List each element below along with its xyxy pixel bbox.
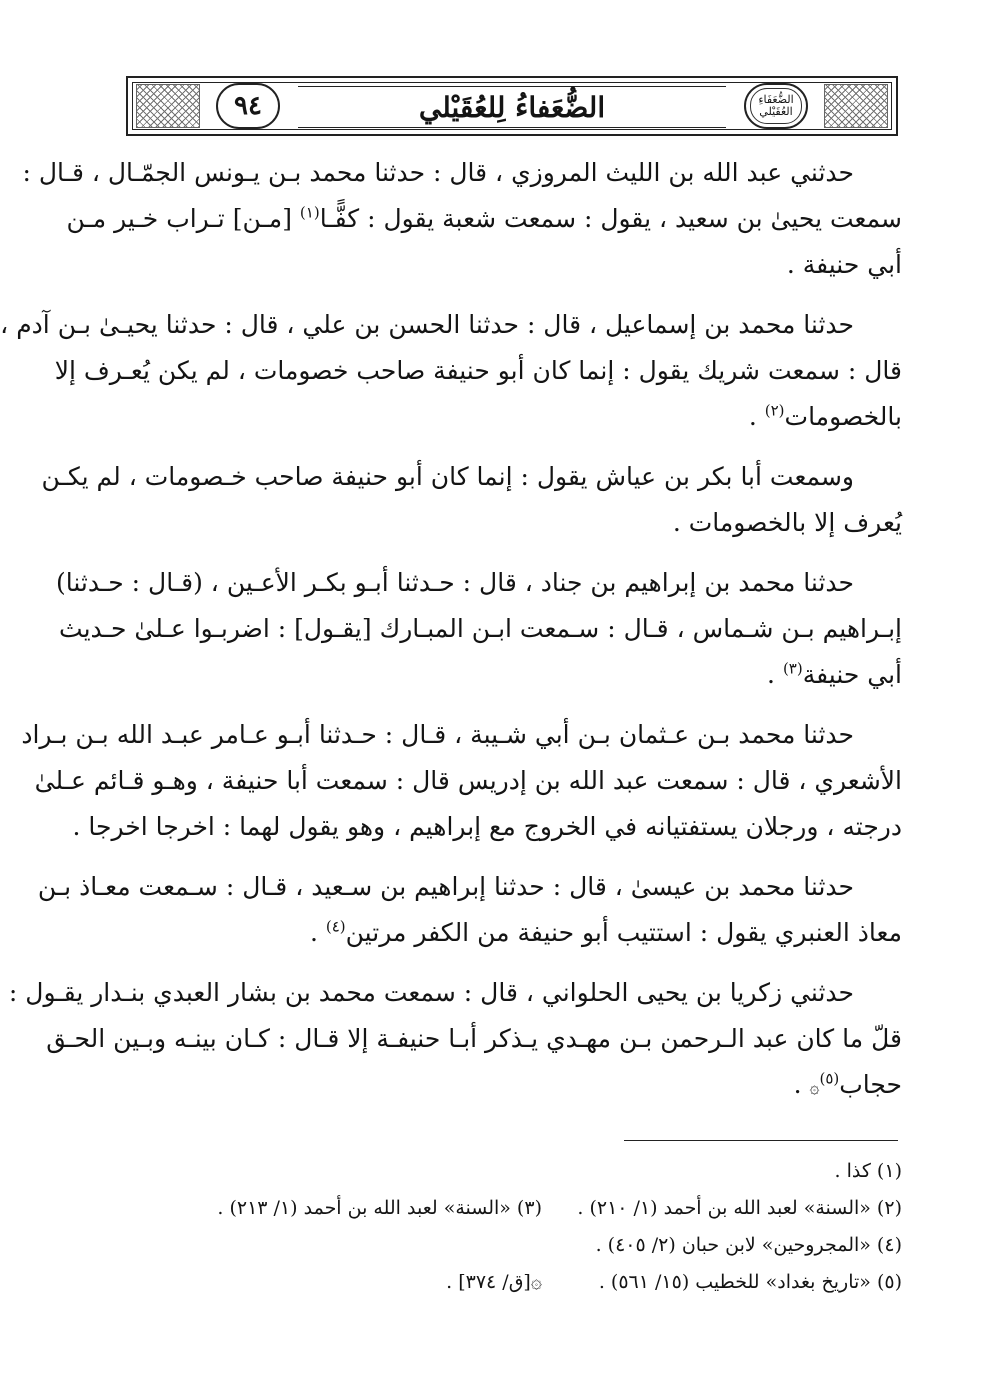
manuscript-ref-text: [ق/ ٣٧٤] . (446, 1271, 531, 1293)
paragraph-1 (22, 150, 902, 288)
footnote-ref: (٢) (764, 401, 785, 420)
text-line: حدثنا محمد بن إسماعيل ، قال : حدثنا الحسن بن علي ، قال : حدثنا يحيـىٰ بـن آدم ، (0, 310, 854, 339)
main-text (0, 150, 902, 1122)
line-tail: . (309, 918, 326, 947)
footnote-ref: (٣) (782, 659, 803, 678)
text-line: حدثني عبد الله بن الليث المروزي ، قال : حدثنا محمد بـن يـونس الجمّـال ، قـال : (22, 158, 854, 187)
footnote-4: (٤) «المجروحين» لابن حبان (٢/ ٤٠٥) . (595, 1234, 902, 1256)
seal-line-2: العُقَيْلي (759, 105, 793, 118)
line-text: معاذ العنبري يقول : استتيب أبو حنيفة من الكفر مرتين (345, 918, 902, 947)
manuscript-ref (446, 1264, 542, 1301)
footnote-separator (624, 1140, 898, 1141)
footnotes (128, 1153, 902, 1301)
footnote-3: (٣) «السنة» لعبد الله بن أحمد (١/ ٢١٣) . (217, 1197, 542, 1219)
line-tail: [مـن] تـراب خـير مـن (66, 204, 300, 233)
footnote-row (128, 1264, 902, 1301)
footnote-5: (٥) «تاريخ بغداد» للخطيب (١٥/ ٥٦١) . (598, 1271, 902, 1293)
footnote-row (128, 1153, 902, 1190)
line-text: أبي حنيفة (802, 660, 902, 689)
footnote-row (128, 1227, 902, 1264)
line-text: سمعت يحيىٰ بن سعيد ، يقول : سمعت شعبة يقول : كفًّـا (319, 204, 902, 233)
line-tail: . (748, 402, 765, 431)
text-line: حدثنا محمد بـن عـثمان بـن أبي شـيبة ، قـال : حـدثنا أبـو عـامر عبـد الله بـن بـراد (21, 720, 854, 749)
paragraph-4 (55, 560, 902, 698)
book-seal-ring (750, 88, 802, 124)
text-line: حدثنا محمد بن إبراهيم بن جناد ، قال : حـدثنا أبـو بكـر الأعـين ، (قـال : حـدثنا) (55, 568, 854, 597)
ornament-right-icon (824, 84, 888, 128)
paragraph-6 (37, 864, 902, 956)
footnote-1: (١) كذا . (834, 1160, 902, 1182)
text-line (128, 910, 902, 956)
text-line (128, 652, 902, 698)
paragraph-7 (8, 970, 902, 1108)
paragraph-5 (21, 712, 902, 850)
running-title: الضُّعَفاءُ لِلعُقَيْلي (298, 86, 726, 128)
text-line: إبـراهيم بـن شـماس ، قـال : سـمعت ابـن المبـارك [يقـول] : اضربـوا عـلىٰ حـديث (59, 614, 902, 643)
manuscript-mark-icon: ۞ (809, 1078, 820, 1098)
text-line: قلّ ما كان عبد الـرحمن بـن مهـدي يـذكر أبـا حنيفـة إلا قـال : كـان بينـه وبـين الحـق (46, 1024, 902, 1053)
text-line: أبي حنيفة . (786, 250, 902, 279)
page-number: ٩٤ (216, 83, 280, 129)
footnote-ref: (١) (299, 203, 320, 222)
text-line: حدثنا محمد بن عيسىٰ ، قال : حدثنا إبراهيم بن سـعيد ، قـال : سـمعت معـاذ بـن (37, 872, 854, 901)
line-text: حجاب (839, 1070, 902, 1099)
text-line: يُعرف إلا بالخصومات . (672, 508, 902, 537)
footnote-row (128, 1190, 902, 1227)
text-line: الأشعري ، قال : سمعت عبد الله بن إدريس قال : سمعت أبا حنيفة ، وهـو قـائم عـلىٰ (34, 766, 902, 795)
text-line (128, 394, 902, 440)
line-tail: . (767, 660, 783, 689)
line-tail: . (793, 1070, 810, 1099)
line-text: بالخصومات (784, 402, 902, 431)
book-seal-medallion (744, 83, 808, 129)
footnote-ref: (٥) (819, 1069, 840, 1088)
paragraph-3 (41, 454, 902, 546)
text-line: وسمعت أبا بكر بن عياش يقول : إنما كان أبو حنيفة صاحب خـصومات ، لم يكـن (41, 462, 854, 491)
text-line: قال : سمعت شريك يقول : إنما كان أبو حنيفة صاحب خصومات ، لم يكن يُعـرف إلا (54, 356, 902, 385)
text-line (128, 1062, 902, 1108)
manuscript-mark-icon: ۞ (530, 1271, 542, 1293)
footnote-ref: (٤) (325, 917, 346, 936)
ornament-left-icon (136, 84, 200, 128)
seal-line-1: الضُّعَفَاءِ (758, 93, 794, 106)
text-line (66, 196, 902, 242)
text-line: حدثني زكريا بن يحيى الحلواني ، قال : سمعت محمد بن بشار العبدي بنـدار يقـول : (8, 978, 854, 1007)
page-header (126, 76, 898, 136)
text-line: درجته ، ورجلان يستفتيانه في الخروج مع إبراهيم ، وهو يقول لهما : اخرجا اخرجا . (72, 812, 902, 841)
paragraph-2 (0, 302, 902, 440)
footnote-2: (٢) «السنة» لعبد الله بن أحمد (١/ ٢١٠) . (577, 1197, 902, 1219)
